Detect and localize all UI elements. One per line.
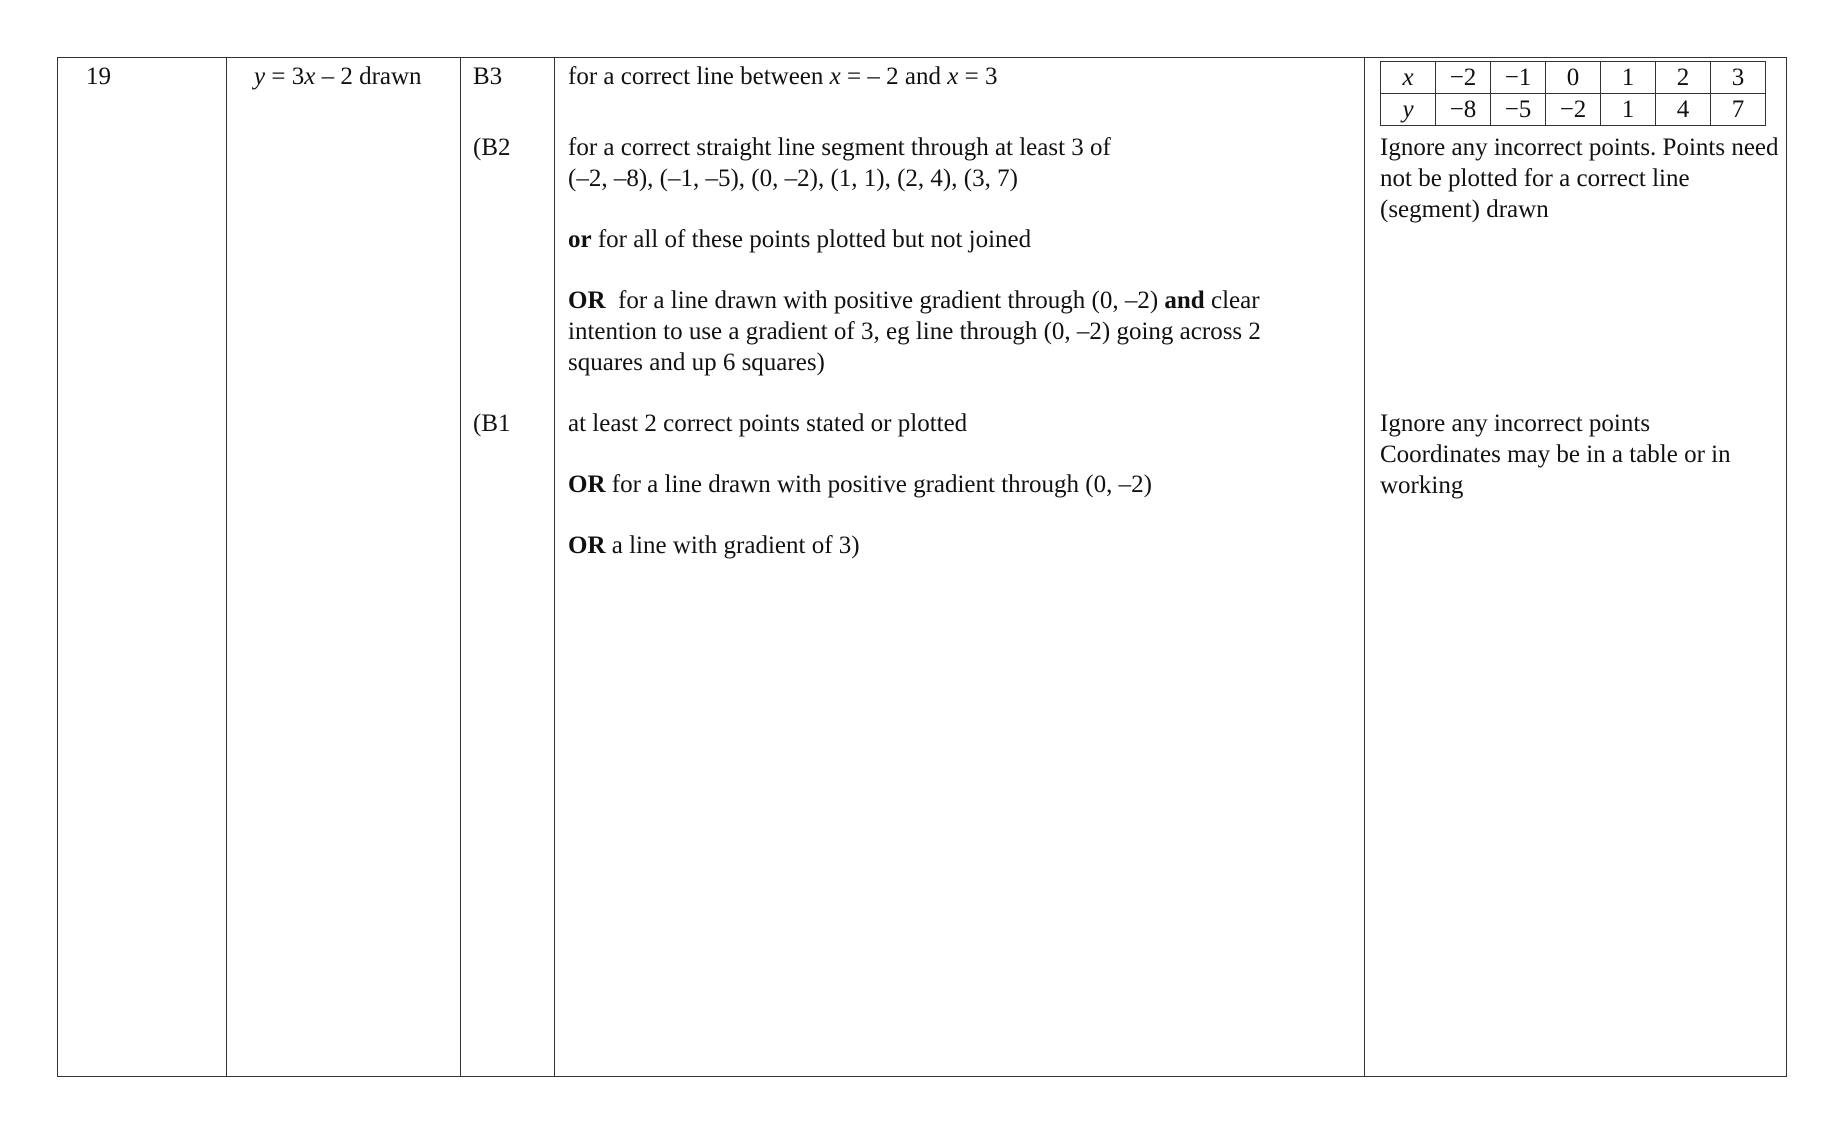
and-keyword: and: [1164, 287, 1205, 314]
value-table-row-y: [1381, 94, 1766, 126]
note-b2: [568, 132, 1358, 378]
value-table-cell: 2: [1656, 62, 1711, 94]
mark-b3: B3: [473, 63, 503, 90]
value-table-cell: −5: [1491, 94, 1546, 126]
value-table-cell: 1: [1601, 94, 1656, 126]
note-b2-or-text: for all of these points plotted but not joined: [591, 226, 1032, 253]
value-table-cell: 0: [1546, 62, 1601, 94]
note-b2-OR: [568, 285, 1328, 378]
question-number: 19: [86, 63, 111, 90]
value-table-row-x: [1381, 62, 1766, 94]
y-label: y: [1402, 95, 1414, 123]
column-divider: [1364, 58, 1365, 1076]
answer-var-x: x: [304, 63, 316, 90]
value-table-cell: −2: [1436, 62, 1491, 94]
note-b1-OR1-text: for a line drawn with positive gradient through (0, –2): [605, 471, 1152, 498]
note-b2-OR-text: for a line drawn with positive gradient through (0, –2): [605, 287, 1165, 314]
note-b3-text: = – 2 and: [840, 63, 948, 90]
note-b2-or: [568, 224, 1358, 255]
note-b3-text: for a correct line between: [568, 63, 830, 90]
note-b2-points: (–2, –8), (–1, –5), (0, –2), (1, 1), (2, 4), (3, 7): [568, 165, 1018, 192]
note-b1-line: at least 2 correct points stated or plotted: [568, 410, 968, 437]
value-table: [1380, 61, 1766, 126]
note-b1-OR2: [568, 530, 1358, 561]
value-table-cell: −1: [1491, 62, 1546, 94]
note-b3: [568, 61, 1358, 92]
x-label: x: [1402, 63, 1414, 91]
answer: [254, 61, 422, 92]
note-b3-text: = 3: [958, 63, 998, 90]
mark-scheme-table: [57, 57, 1787, 1077]
value-table-cell: −8: [1436, 94, 1491, 126]
column-divider: [226, 58, 227, 1076]
mark-b2: (B2: [473, 134, 511, 161]
answer-end: – 2 drawn: [315, 63, 422, 90]
value-table-header-y: [1381, 94, 1436, 126]
or-keyword: or: [568, 226, 592, 253]
guidance-b2: Ignore any incorrect points. Points need not be plotted for a correct line (segment) drawn: [1380, 134, 1779, 223]
note-b3-var: x: [947, 63, 959, 90]
column-divider: [460, 58, 461, 1076]
value-table-cell: 3: [1711, 62, 1766, 94]
value-table-cell: 7: [1711, 94, 1766, 126]
value-table-cell: 4: [1656, 94, 1711, 126]
value-table-header-x: [1381, 62, 1436, 94]
column-divider: [554, 58, 555, 1076]
mark-b1: (B1: [473, 410, 511, 437]
OR-keyword: OR: [568, 287, 606, 314]
note-b1-OR1: [568, 469, 1358, 500]
note-b3-var: x: [829, 63, 841, 90]
value-table-cell: −2: [1546, 94, 1601, 126]
note-b1-OR2-text: a line with gradient of 3): [605, 532, 860, 559]
value-table-cell: 1: [1601, 62, 1656, 94]
note-b2-OR-text: clear intention to use a gradient of 3, eg line through (0, –2) going across 2 squares and up 6 squares): [568, 287, 1261, 376]
OR-keyword: OR: [568, 532, 606, 559]
note-b2-line: for a correct straight line segment through at least 3 of: [568, 134, 1111, 161]
OR-keyword: OR: [568, 471, 606, 498]
note-b1: [568, 408, 1358, 561]
answer-mid: = 3: [265, 63, 305, 90]
answer-var-y: y: [254, 63, 266, 90]
guidance-b1: Ignore any incorrect points Coordinates may be in a table or in working: [1380, 410, 1731, 499]
